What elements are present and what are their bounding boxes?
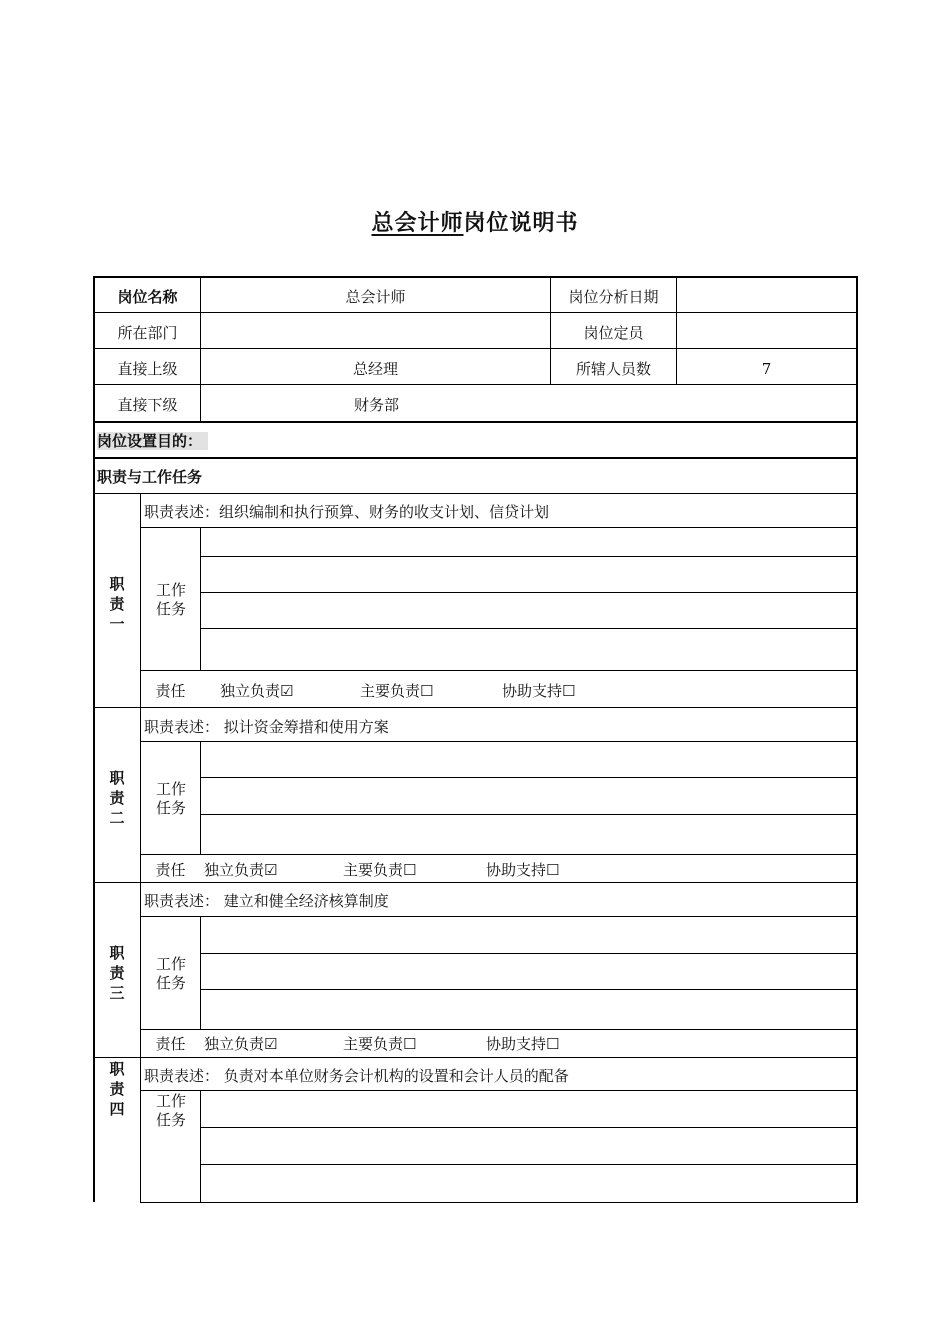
duty-2-label: 职责二 (109, 769, 125, 827)
duty-3-option-main[interactable] (343, 1034, 416, 1054)
row-line (141, 527, 856, 528)
option-label: 协助支持 (486, 861, 547, 879)
col-line (200, 917, 201, 1029)
subordinate-label: 直接下级 (117, 396, 178, 414)
row-line (141, 1029, 856, 1030)
empty-box-icon[interactable]: ☐ (403, 861, 417, 879)
duty-3-option-independent[interactable] (204, 1034, 277, 1054)
duty-2-resp-label: 责任 (155, 861, 186, 879)
superior-label: 直接上级 (117, 360, 178, 378)
row-line (201, 628, 856, 629)
row-line (201, 989, 856, 990)
staff-value: 7 (761, 360, 772, 378)
row-line (94, 457, 857, 459)
col-line (200, 528, 201, 670)
purpose-label (97, 431, 208, 451)
quota-label: 岗位定员 (583, 324, 644, 342)
duty-1-desc: 职责表述：组织编制和执行预算、财务的收支计划、信贷计划 (144, 503, 550, 521)
row-line (141, 1090, 856, 1091)
purpose-label-text: 岗位设置目的： (97, 432, 208, 450)
duties-label: 职责与工作任务 (97, 468, 203, 486)
superior-value: 总经理 (352, 360, 398, 378)
duty-4-task-label: 工作任务 (155, 1092, 186, 1129)
checked-box-icon[interactable]: ☑ (264, 861, 278, 879)
option-label: 协助支持 (502, 682, 563, 700)
row-line (94, 493, 856, 494)
row-line (201, 953, 856, 954)
row-line (141, 670, 856, 671)
row-line (141, 1202, 857, 1203)
row-line (141, 854, 856, 855)
row-line (201, 556, 856, 557)
duty-3-desc: 职责表述： 建立和健全经济核算制度 (144, 892, 389, 910)
duty-3-task-label: 工作任务 (155, 955, 186, 992)
empty-box-icon[interactable]: ☐ (546, 1035, 560, 1053)
row-line (201, 1164, 856, 1165)
page-title (0, 206, 950, 237)
col-line (200, 1091, 201, 1203)
row-line (201, 592, 856, 593)
duty-2-desc: 职责表述： 拟计资金筹措和使用方案 (144, 718, 389, 736)
option-label: 主要负责 (360, 682, 421, 700)
option-label: 主要负责 (343, 861, 404, 879)
option-label: 独立负责 (220, 682, 281, 700)
duty-1-option-independent[interactable] (220, 681, 293, 701)
empty-box-icon[interactable]: ☐ (562, 682, 576, 700)
title-part1: 总会计师 (371, 211, 464, 236)
post-name-label: 岗位名称 (117, 288, 178, 306)
row-line (94, 384, 856, 385)
dept-label: 所在部门 (117, 324, 178, 342)
duty-1-label: 职责一 (109, 575, 125, 633)
row-line (141, 916, 856, 917)
option-label: 独立负责 (204, 1035, 265, 1053)
title-part2: 岗位说明书 (463, 211, 579, 236)
duty-4-desc: 职责表述： 负责对本单位财务会计机构的设置和会计人员的配备 (144, 1067, 569, 1085)
row-line (201, 777, 856, 778)
post-name-value: 总会计师 (345, 288, 406, 306)
duty-3-resp-label: 责任 (155, 1035, 186, 1053)
duty-4-label: 职责四 (109, 1060, 125, 1118)
duty-2-option-assist[interactable] (486, 860, 559, 880)
staff-label: 所辖人员数 (575, 360, 651, 378)
option-label: 协助支持 (486, 1035, 547, 1053)
duty-2-option-main[interactable] (343, 860, 416, 880)
row-line (94, 1057, 856, 1058)
checked-box-icon[interactable]: ☑ (280, 682, 294, 700)
col-line (140, 494, 141, 1203)
row-line (94, 882, 856, 883)
row-line (94, 348, 856, 349)
row-line (201, 1127, 856, 1128)
row-line (94, 312, 856, 313)
duty-3-label: 职责三 (109, 944, 125, 1002)
row-line (141, 741, 856, 742)
duty-1-option-assist[interactable] (502, 681, 575, 701)
option-label: 主要负责 (343, 1035, 404, 1053)
duty-1-resp-label: 责任 (155, 682, 186, 700)
subordinate-value: 财务部 (354, 396, 400, 414)
empty-box-icon[interactable]: ☐ (420, 682, 434, 700)
duty-1-task-label: 工作任务 (155, 581, 186, 618)
col-line (200, 742, 201, 854)
checked-box-icon[interactable]: ☑ (264, 1035, 278, 1053)
row-line (94, 707, 856, 708)
option-label: 独立负责 (204, 861, 265, 879)
empty-box-icon[interactable]: ☐ (546, 861, 560, 879)
frame-top (93, 276, 858, 278)
duty-2-option-independent[interactable] (204, 860, 277, 880)
row-line (94, 421, 857, 423)
analysis-date-label: 岗位分析日期 (568, 288, 659, 306)
row-line (201, 814, 856, 815)
frame-right (856, 276, 858, 1203)
empty-box-icon[interactable]: ☐ (403, 1035, 417, 1053)
duty-1-option-main[interactable] (360, 681, 433, 701)
duty-3-option-assist[interactable] (486, 1034, 559, 1054)
duty-2-task-label: 工作任务 (155, 780, 186, 817)
